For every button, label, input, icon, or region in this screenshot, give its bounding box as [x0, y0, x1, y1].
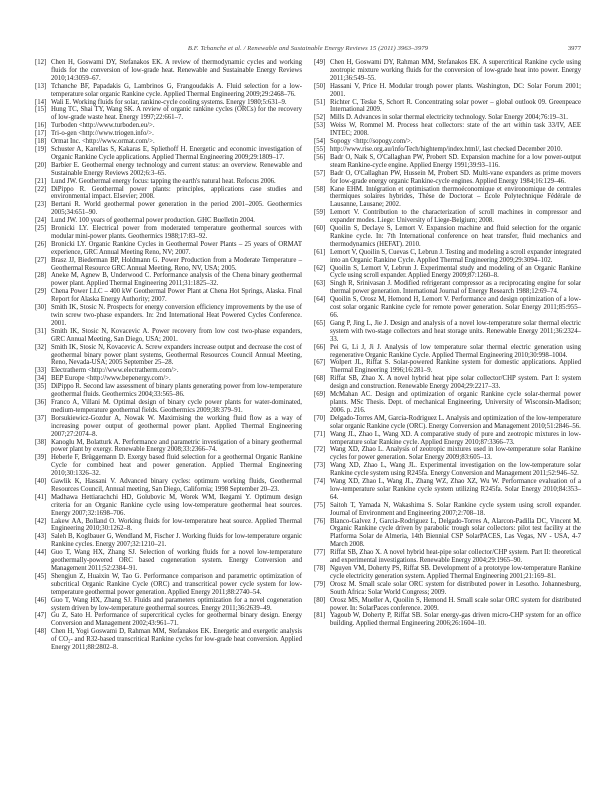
reference-entry [314, 122, 581, 138]
reference-number: [27] [35, 256, 47, 264]
reference-entry [35, 344, 302, 368]
reference-number: [49] [314, 59, 326, 66]
reference-text: Tri-o-gen <http://www.triogen.info/>. [51, 130, 154, 138]
reference-number: [60] [314, 225, 326, 233]
reference-entry [314, 154, 581, 170]
page-header [35, 45, 581, 55]
reference-text: Badr O, Naik S, O'Callaghan PW, Probert SD. Expansion machine for a low power-output steam Rankine-cycle engine. Applied Energy 1991;39:93–116. [330, 153, 581, 169]
reference-text: Chen H, Goswami DY, Rahman MM, Stefanakos EK. A supercritical Rankine cycle using zeotropic mixture working fluids for the conversion of low-grade heat into power. Energy 2011;36:549–55. [330, 59, 581, 82]
reference-entry [35, 106, 302, 122]
reference-number: [38] [35, 438, 47, 446]
reference-number: [50] [314, 82, 326, 90]
reference-text: Sopogy <http://sopogy.com/>. [330, 138, 413, 146]
reference-number: [29] [35, 288, 47, 296]
reference-text: Pei G, Li J, Ji J. Analysis of low temperature solar thermal electric generation using regenerative Organic Rankine Cycle. Applied Thermal Engineering 2010;30:998–1004. [330, 343, 581, 359]
reference-text: Turboden <http://www.turboden.eu/>. [51, 122, 155, 130]
reference-number: [36] [35, 398, 47, 406]
reference-text: Riffat SB, Zhao X. A novel hybrid heat pipe solar collector/CHP system. Part I: system design and construction. Renewable Energy 2004;29:2217–33. [330, 375, 581, 391]
reference-entry [314, 375, 581, 391]
reference-entry [35, 628, 302, 652]
reference-text: Chena Power LLC – 400 kW Geothermal Power Plant at Chena Hot Springs, Alaska. Final Report for Alaska Energy Authority; 2007. [51, 288, 302, 304]
reference-number: [45] [35, 572, 47, 580]
reference-text: Richter C, Teske S, Schort R. Concentrating solar power – global outlook 09. Greenpeace International 2009. [330, 98, 581, 114]
reference-text: Borsukiewicz-Gozdur A, Nowak W. Maximising the working fluid flow as a way of increasing power output of geothermal power plant. Applied Thermal Engineering 2007;27:2074–8. [51, 414, 302, 438]
reference-text: Barbier E. Geothermal energy technology and current status: an overview. Renewable and Sustainable Energy Reviews 2002;6:3–65. [51, 161, 302, 177]
reference-text: Bertani R. World geothermal power generation in the period 2001–2005. Geothermics 2005;34:651–90. [51, 201, 302, 217]
references-column-right [314, 59, 581, 652]
reference-text: Smith IK, Stosic N, Kovacevic A. Power recovery from low cost two-phase expanders, GRC Annual Meeting, San Diego, USA; 2001. [51, 327, 302, 343]
reference-entry [314, 59, 581, 83]
reference-text: Brasz JJ, Biederman BP, Holdmann G. Power Production from a Moderate Temperature – Geothermal Resource GRC Annual Meeting, Reno, NV, USA; 2005. [51, 256, 302, 272]
reference-text: Singh R, Srinivasan J. Modified refrigerant compressor as a reciprocating engine for solar thermal power generation. International Journal of Energy Research 1988;12:69–74. [330, 280, 581, 296]
reference-entry [35, 367, 302, 375]
reference-number: [80] [314, 596, 326, 604]
reference-entry [35, 225, 302, 241]
reference-entry [35, 138, 302, 146]
reference-entry [314, 518, 581, 550]
reference-text: Saitoh T, Yamada N, Wakashima S. Solar Rankine cycle system using scroll expander. Journal of Environment and Engineering 2007;2:708–18. [330, 501, 581, 517]
reference-text: Shengjun Z, Huaixin W, Tao G. Performance comparison and parametric optimization of subcritical Organic Rankine Cycle (ORC) and transcritical power cycle system for low-temperature geothermal power generation. Applied Energy 2011;88:2740–54. [51, 572, 302, 596]
reference-number: [17] [35, 130, 47, 138]
reference-entry [314, 225, 581, 249]
reference-text: DiPippo R. Geothermal power plants: principles, applications case studies and environmental impact. Elsevier; 2008. [51, 185, 302, 201]
reference-entry [35, 83, 302, 99]
references-column-left [35, 59, 302, 652]
reference-text: Tchanche BF, Papadakis G, Lambrinos G, Frangoudakis A. Fluid selection for a low-temperature solar organic Rankine cycle. Applied Thermal Engineering 2009;29:2468–76. [51, 82, 302, 98]
reference-entry [35, 99, 302, 107]
reference-entry [314, 549, 581, 565]
reference-number: [70] [314, 414, 326, 422]
reference-number: [47] [35, 612, 47, 620]
reference-entry [35, 549, 302, 573]
reference-entry [314, 415, 581, 431]
reference-text: Wang XD, Zhao L, Wang JL. Experimental investigation on the low-temperature solar Rankine cycle system using R245fa. Energy Conversion and Management 2011;52:946–52. [330, 462, 581, 478]
reference-entry [314, 265, 581, 281]
reference-entry [314, 431, 581, 447]
reference-number: [32] [35, 343, 47, 351]
reference-number: [54] [314, 138, 326, 146]
reference-entry [314, 344, 581, 360]
reference-number: [57] [314, 169, 326, 177]
reference-text: Saleh B, Koglbauer G, Wendland M, Fischer J. Working fluids for low-temperature organic Rankine cycles. Energy 2007;32:1210–21. [51, 533, 302, 549]
reference-text: Chen H, Yogi Goswami D, Rahman MM, Stefanakos EK. Energetic and exergetic analysis of CO₂- and R32-based transcritical Rankine cycles for low-grade heat conversion. Applied Energy 2011;88:2802–8. [51, 628, 302, 652]
reference-entry [314, 170, 581, 186]
reference-number: [18] [35, 138, 47, 146]
reference-text: Lakew AA, Bolland O. Working fluids for low-temperature heat source. Applied Thermal Engineering 2010;30:1262–8. [51, 517, 302, 533]
reference-number: [42] [35, 517, 47, 525]
reference-text: Nguyen VM, Doherty PS, Riffat SB. Development of a prototype low-temperature Rankine cycle electricity generation system. Applied Thermal Engineering 2001;21:169–81. [330, 565, 581, 580]
reference-number: [13] [35, 82, 47, 90]
reference-text: Schuster A, Karellas S, Kakaras E, Spliethoff H. Energetic and economic investigation of Organic Rankine Cycle applications. Applied Thermal Engineering 2009;29:1809–17. [51, 145, 302, 161]
reference-number: [74] [314, 478, 326, 486]
reference-entry [35, 533, 302, 549]
reference-number: [64] [314, 296, 326, 304]
reference-number: [12] [35, 59, 47, 66]
reference-text: Gang P, Jing L, Jie J. Design and analysis of a novel low-temperature solar thermal electric system with two-stage collectors and heat storage units. Renewable Energy 2011;36:2324–33. [330, 319, 581, 343]
reference-entry [314, 296, 581, 320]
reference-number: [44] [35, 549, 47, 557]
reference-entry [35, 415, 302, 439]
reference-entry [314, 597, 581, 613]
reference-entry [35, 122, 302, 130]
reference-text: Hassani V, Price H. Modular trough power plants. Washington, DC: Solar Forum 2001; 2001. [330, 82, 581, 98]
reference-text: Wang XD, Zhao L. Analysis of zeotropic mixtures used in low-temperature solar Rankine cycles for power generation. Solar Energy 2009;83:605–13. [330, 446, 581, 462]
reference-entry [35, 146, 302, 162]
reference-text: Hung TC, Shai TY, Wang SK. A review of organic rankine cycles (ORCs) for the recovery of low-grade waste heat. Energy 1997;22:661–7. [51, 106, 302, 122]
reference-text: Wang XD, Zhao L, Wang JL, Zhang WZ, Zhao XZ, Wu W. Performance evaluation of a low-temperature solar Rankine cycle system utilizing R245fa. Solar Energy 2010;84:353–64. [330, 478, 581, 501]
reference-number: [16] [35, 122, 47, 130]
reference-entry [35, 178, 302, 186]
reference-entry [35, 217, 302, 225]
reference-number: [20] [35, 161, 47, 169]
reference-entry [35, 383, 302, 399]
reference-entry [35, 454, 302, 478]
reference-entry [314, 565, 581, 581]
reference-text: Gu Z, Sato H. Performance of supercritical cycles for geothermal binary design. Energy Conversion and Management 2002;43:961–71. [51, 612, 302, 628]
reference-number: [19] [35, 145, 47, 153]
reference-entry [35, 257, 302, 273]
reference-number: [58] [314, 185, 326, 193]
page-number: 3977 [567, 45, 581, 52]
reference-number: [52] [314, 114, 326, 122]
reference-entry [314, 99, 581, 115]
reference-text: Franco A, Villani M. Optimal design of binary cycle power plants for water-dominated, medium-temperature geothermal fields. Geothermics 2009;38:379–91. [51, 398, 302, 414]
reference-text: McMahan AC. Design and optimization of organic Rankine cycle solar-thermal power plants. MSc Thesis. Dept. of mechanical Engineering, University of Wisconsin-Madison; 2006. p. 216. [330, 391, 581, 414]
reference-number: [63] [314, 280, 326, 288]
reference-entry [314, 502, 581, 518]
reference-text: Delgado-Torres AM, Garcia-Rodriguez L. Analysis and optimization of the low-temperature solar organic Rankine cycle (ORC). Energy Conversion and Management 2010;51:2846–56. [330, 414, 581, 430]
reference-text: Yagoub W, Doherty P, Riffat SB. Solar energy-gas driven micro-CHP system for an office building. Applied thermal Engineering 2006;26:1604–10. [330, 612, 581, 628]
reference-text: Wali E. Working fluids for solar, rankine-cycle cooling systems. Energy 1980;5:631–9. [51, 98, 287, 106]
reference-entry [35, 494, 302, 518]
reference-text: Wang JL, Zhao L, Wang XD. A comparative study of pure and zeotropic mixtures in low-temperature solar Rankine cycle. Applied Energy 2010;87:3366–73. [330, 430, 581, 446]
reference-text: DiPippo R. Second law assessment of binary plants generating power from low-temperature geothermal fluids. Geothermics 2004;33:565–86. [51, 383, 302, 399]
reference-entry [35, 59, 302, 83]
reference-number: [51] [314, 98, 326, 106]
reference-text: Orosz M. Small scale solar ORC system for distributed power in Lesotho. Johannesburg, South Africa: Solar World Congress; 2009. [330, 580, 581, 596]
reference-entry [35, 597, 302, 613]
reference-number: [61] [314, 248, 326, 256]
reference-number: [28] [35, 272, 47, 280]
reference-number: [34] [35, 375, 47, 383]
reference-text: Kanoglu M, Bolatturk A. Performance and parametric investigation of a binary geothermal power plant by exergy. Renewable Energy 2008;33:2366–74. [51, 438, 302, 454]
reference-text: Guo T, Wang HX, Zhang SJ. Fluids and parameters optimization for a novel cogeneration system driven by low-temperature geothermal sources. Energy 2011;36:2639–49. [51, 596, 302, 612]
reference-entry [314, 391, 581, 415]
reference-entry [314, 209, 581, 225]
reference-entry [35, 399, 302, 415]
reference-number: [35] [35, 383, 47, 391]
reference-number: [23] [35, 201, 47, 209]
reference-number: [67] [314, 359, 326, 367]
reference-text: Riffat SB, Zhao X. A novel hybrid heat-pipe solar collector/CHP system. Part II: theoretical and experimental investigations. Renewable Energy 2004;29:1965–90. [330, 549, 581, 565]
reference-number: [81] [314, 612, 326, 620]
reference-entry [35, 328, 302, 344]
reference-entry [314, 612, 581, 628]
reference-number: [71] [314, 430, 326, 438]
reference-entry [35, 375, 302, 383]
reference-number: [66] [314, 343, 326, 351]
reference-number: [37] [35, 414, 47, 422]
reference-entry [314, 320, 581, 344]
reference-number: [73] [314, 462, 326, 470]
reference-number: [26] [35, 240, 47, 248]
reference-text: Electratherm <http://www.electratherm.com/>. [51, 367, 179, 375]
reference-number: [39] [35, 454, 47, 462]
reference-number: [14] [35, 98, 47, 106]
reference-text: Kane EHM. Intégration et optimisation thermoéconomique et environomique de centrales thermiques solaires hybrides, Thèse de Doctorat – Ecole Polytechnique Fédérale de Lausanne, Lausane; 2002. [330, 185, 581, 209]
reference-number: [30] [35, 304, 47, 312]
reference-number: [79] [314, 580, 326, 588]
reference-number: [31] [35, 327, 47, 335]
reference-text: Blanco-Galvez J, Garcia-Rodriguez L, Delgado-Torres A, Alarcon-Padilla DC, Vincent M. Organic Rankine cycle driven by parabolic trough solar collectors: pilot test facility at the Platforma Solar de Almeria, 14th Biennial CSP SolarPACES, Las Vegas, NV - USA, 4-7 March 2008. [330, 517, 581, 549]
reference-text: Smith IK, Stosic N, Kovacevic A. Screw expanders increase output and decrease the cost of geothermal binary power plant systems, Geothermal Resources Council Annual Meeting, Reno, Nevada-USA; 2005 September 25–28. [51, 343, 302, 367]
reference-entry [35, 304, 302, 328]
reference-entry [35, 201, 302, 217]
reference-text: Mills D. Advances in solar thermal electricity technology. Solar Energy 2004;76:19–31. [330, 114, 568, 122]
reference-text: Guo T, Wang HX, Zhang SJ. Selection of working fluids for a novel low-temperature geothermally-powered ORC based cogeneration system. Energy Conversion and Management 2011;52:2384–91. [51, 549, 302, 572]
reference-entry [35, 162, 302, 178]
reference-text: Lemort V. Contribution to the characterization of scroll machines in compressor and expander modes. Liege: University of Liege-Belgium; 2008. [330, 209, 581, 225]
reference-text: Gawlik K, Hassani V. Advanced binary cycles: optimum working fluids, Geothermal Resources Council, Annual meeting, San Diego, California; 1998 September 20–23. [51, 478, 302, 493]
reference-number: [65] [314, 319, 326, 327]
reference-entry [35, 288, 302, 304]
reference-entry [314, 446, 581, 462]
running-title: B.F. Tchanche et al. / Renewable and Sustainable Energy Reviews 15 (2011) 3963–3979 [187, 45, 429, 52]
reference-number: [72] [314, 446, 326, 454]
reference-entry [314, 83, 581, 99]
reference-number: [62] [314, 264, 326, 272]
reference-text: Quoilin S, Orosz M, Hemond H, Lemort V. Performance and design optimization of a low-cost solar organic Rankine cycle for remote power generation. Solar Energy 2011;85:955–66. [330, 296, 581, 319]
reference-number: [68] [314, 375, 326, 383]
reference-text: http://www.rise.org.au/info/Tech/hightemp/index.html/, last checked December 2010. [330, 145, 563, 153]
reference-entry [314, 146, 581, 154]
reference-number: [25] [35, 225, 47, 233]
reference-text: Lemort V, Quoilin S, Cuevas C, Lebrun J. Testing and modeling a scroll expander integrated into an Organic Rankine Cycle. Applied Thermal Engineering 2009;29:3094–102. [330, 248, 581, 264]
reference-entry [314, 462, 581, 478]
reference-entry [35, 272, 302, 288]
reference-number: [24] [35, 217, 47, 225]
reference-entry [314, 114, 581, 122]
reference-number: [77] [314, 549, 326, 557]
reference-entry [35, 130, 302, 138]
reference-number: [33] [35, 367, 47, 375]
reference-number: [56] [314, 153, 326, 161]
reference-number: [78] [314, 565, 326, 572]
reference-number: [75] [314, 501, 326, 509]
reference-number: [43] [35, 533, 47, 541]
reference-entry [314, 138, 581, 146]
reference-number: [40] [35, 478, 47, 486]
reference-text: Chen H, Goswami DY, Stefanakos EK. A review of thermodynamic cycles and working fluids for the conversion of low-grade heat. Renewable and Sustainable Energy Reviews 2010;14:3059–67. [51, 59, 302, 82]
reference-entry [35, 612, 302, 628]
reference-text: Madhawa Hettiarachchi HD, Golubovic M, Worek WM, Ikegami Y. Optimum design criteria for an Organic Rankine cycle using low-temperature geothermal heat sources. Energy 2007;32:1698–706. [51, 493, 302, 517]
reference-text: Aneke M, Agnew B, Underwood C. Performance analysis of the Chena binary geothermal power plant. Applied Thermal Engineering 2011;31:1825–32. [51, 272, 302, 288]
reference-text: Wolpert JL, Riffat S. Solar-powered Rankine system for domestic applications. Applied Thermal Engineering 1996;16:281–9. [330, 359, 581, 375]
reference-text: Heberle F, Brüggemann D. Exergy based fluid selection for a geothermal Organic Rankine Cycle for combined heat and power generation. Applied Thermal Engineering 2010;30:1326–32. [51, 454, 302, 478]
reference-number: [41] [35, 493, 47, 501]
reference-entry [35, 478, 302, 494]
reference-text: Smith IK, Stosic N. Prospects for energy conversion efficiency improvements by the use of twin screw two-phase expanders. In: 2nd International Heat Powered Cycles Conference. 2001. [51, 304, 302, 327]
reference-text: Bronicki LY. Organic Rankine Cycles in Geothermal Power Plants – 25 years of ORMAT experience, GRC Annual Meeting Reno, NV; 2007. [51, 240, 302, 256]
reference-entry [314, 186, 581, 210]
reference-entry [314, 249, 581, 265]
reference-number: [46] [35, 596, 47, 604]
reference-number: [76] [314, 517, 326, 525]
reference-number: [21] [35, 177, 47, 185]
reference-text: BEP Europe <http://www.bepenergy.com/>. [51, 375, 171, 383]
reference-entry [35, 241, 302, 257]
reference-entry [314, 581, 581, 597]
reference-entry [35, 573, 302, 597]
reference-number: [48] [35, 628, 47, 636]
references-section [35, 59, 581, 652]
reference-text: Orosz MS, Mueller A, Quoilin S, Hemond H. Small scale solar ORC system for distributed power. In: SolarPaces conference. 2009. [330, 596, 581, 612]
reference-number: [15] [35, 106, 47, 114]
reference-number: [59] [314, 209, 326, 217]
reference-text: Bronicki LY. Electrical power from moderated temperature geothermal sources with modular mini-power plants. Geothermics 1988;17:83–92. [51, 225, 302, 240]
reference-number: [69] [314, 391, 326, 399]
reference-text: Ormat Inc. <http://www.ormat.com/>. [51, 138, 155, 146]
reference-text: Quoilin S, Declaye S, Lemort V. Expansion machine and fluid selection for the organic Rankine cycle. In: 7th International conference on heat transfer, fluid mechanics and thermodynamics (HEFAT). 2010. [330, 225, 581, 248]
reference-entry [314, 280, 581, 296]
reference-entry [314, 359, 581, 375]
reference-number: [22] [35, 185, 47, 193]
reference-entry [35, 186, 302, 202]
reference-number: [55] [314, 145, 326, 153]
reference-text: Weiss W, Rommel M. Process heat collectors: state of the art within task 33/IV, AEE INTEC; 2008. [330, 122, 581, 138]
reference-number: [53] [314, 122, 326, 130]
reference-entry [314, 478, 581, 502]
reference-text: Quoilin S, Lemort V, Lebrun J. Experimental study and modeling of an Organic Rankine Cycle using scroll expander. Applied Energy 2009;87:1260–8. [330, 264, 581, 280]
reference-entry [35, 439, 302, 455]
reference-text: Badr O, O'Callaghan PW, Hussein M, Probert SD. Multi-vane expanders as prime movers for low-grade energy organic Rankine-cycle engines. Applied Energy 1984;16:129–46. [330, 169, 581, 185]
reference-text: Lund JW. 100 years of geothermal power production. GHC Buelletin 2004. [51, 217, 255, 225]
reference-text: Lund JW. Geothermal energy focus: tapping the earth's natural heat. Refocus 2006. [51, 177, 276, 185]
reference-entry [35, 518, 302, 534]
